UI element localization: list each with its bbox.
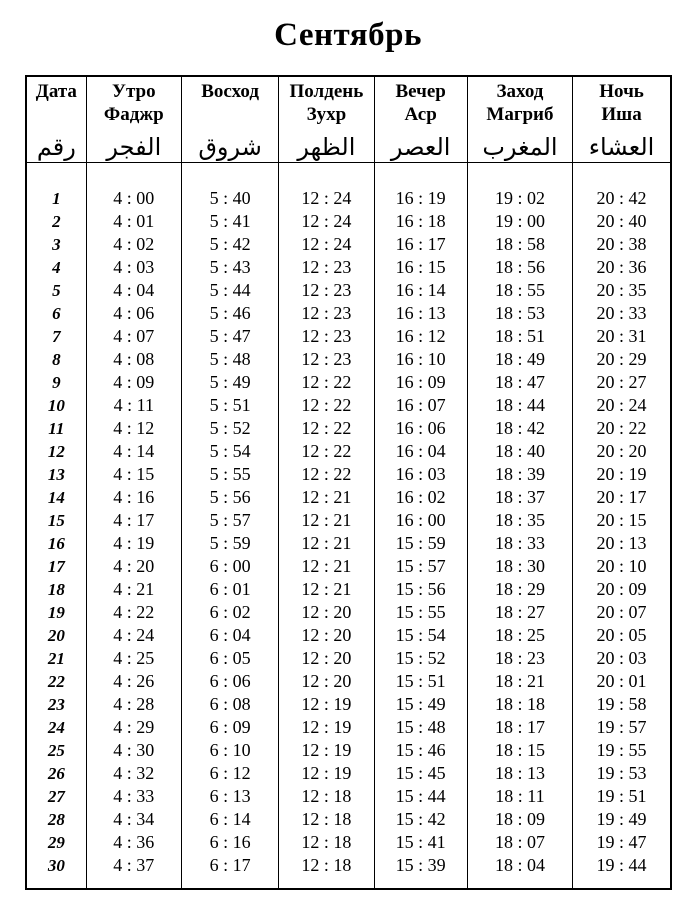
spacer-row: [26, 877, 671, 889]
time-cell: 20 : 31: [573, 325, 671, 348]
table-row: [26, 417, 671, 440]
time-cell: 20 : 38: [573, 233, 671, 256]
spacer-cell: [181, 877, 278, 889]
time-cell: 12 : 19: [279, 716, 374, 739]
time-cell: 16 : 10: [374, 348, 467, 371]
time-cell: 16 : 06: [374, 417, 467, 440]
time-cell: 4 : 04: [86, 279, 181, 302]
time-cell: 12 : 22: [279, 371, 374, 394]
header-asr-ru1: Вечер: [395, 81, 446, 102]
time-cell: 18 : 15: [467, 739, 572, 762]
spacer-cell: [467, 877, 572, 889]
table-row: [26, 739, 671, 762]
time-cell: 12 : 24: [279, 187, 374, 210]
time-cell: 15 : 52: [374, 647, 467, 670]
table-row: [26, 394, 671, 417]
time-cell: 18 : 55: [467, 279, 572, 302]
time-cell: 20 : 22: [573, 417, 671, 440]
time-cell: 12 : 20: [279, 601, 374, 624]
time-cell: 12 : 21: [279, 532, 374, 555]
table-row: [26, 647, 671, 670]
date-cell: 28: [26, 808, 86, 831]
time-cell: 20 : 42: [573, 187, 671, 210]
time-cell: 5 : 43: [181, 256, 278, 279]
table-row: [26, 509, 671, 532]
time-cell: 6 : 06: [181, 670, 278, 693]
time-cell: 20 : 35: [573, 279, 671, 302]
time-cell: 4 : 32: [86, 762, 181, 785]
time-cell: 15 : 42: [374, 808, 467, 831]
time-cell: 4 : 07: [86, 325, 181, 348]
table-row: [26, 279, 671, 302]
table-row: [26, 785, 671, 808]
time-cell: 4 : 11: [86, 394, 181, 417]
time-cell: 6 : 02: [181, 601, 278, 624]
table-row: [26, 762, 671, 785]
header-maghrib-ar: المغرب: [482, 132, 558, 161]
header-row: [26, 76, 671, 163]
time-cell: 6 : 14: [181, 808, 278, 831]
time-cell: 12 : 22: [279, 440, 374, 463]
time-cell: 6 : 17: [181, 854, 278, 877]
time-cell: 18 : 17: [467, 716, 572, 739]
time-cell: 4 : 14: [86, 440, 181, 463]
time-cell: 12 : 18: [279, 854, 374, 877]
spacer-cell: [26, 877, 86, 889]
header-sunrise-ru: Восход: [201, 81, 259, 102]
date-cell: 20: [26, 624, 86, 647]
time-cell: 18 : 44: [467, 394, 572, 417]
spacer-row: [26, 163, 671, 188]
time-cell: 5 : 49: [181, 371, 278, 394]
time-cell: 6 : 13: [181, 785, 278, 808]
time-cell: 18 : 35: [467, 509, 572, 532]
prayer-times-table: [25, 75, 672, 890]
table-body: [26, 163, 671, 890]
table-row: [26, 256, 671, 279]
time-cell: 18 : 30: [467, 555, 572, 578]
time-cell: 5 : 55: [181, 463, 278, 486]
time-cell: 4 : 30: [86, 739, 181, 762]
spacer-cell: [86, 163, 181, 188]
header-maghrib-ru1: Заход: [496, 81, 544, 102]
spacer-cell: [573, 163, 671, 188]
time-cell: 20 : 40: [573, 210, 671, 233]
header-date-ar: رقم: [36, 132, 76, 161]
table-row: [26, 808, 671, 831]
time-cell: 15 : 45: [374, 762, 467, 785]
spacer-cell: [279, 877, 374, 889]
spacer-cell: [374, 877, 467, 889]
time-cell: 4 : 01: [86, 210, 181, 233]
header-asr-ar: العصر: [390, 132, 451, 161]
header-isha: [573, 76, 671, 163]
header-date: [26, 76, 86, 163]
time-cell: 4 : 08: [86, 348, 181, 371]
time-cell: 20 : 07: [573, 601, 671, 624]
time-cell: 12 : 19: [279, 739, 374, 762]
time-cell: 15 : 39: [374, 854, 467, 877]
time-cell: 4 : 00: [86, 187, 181, 210]
time-cell: 18 : 25: [467, 624, 572, 647]
date-cell: 14: [26, 486, 86, 509]
table-row: [26, 486, 671, 509]
time-cell: 12 : 23: [279, 348, 374, 371]
date-cell: 26: [26, 762, 86, 785]
time-cell: 4 : 20: [86, 555, 181, 578]
time-cell: 12 : 19: [279, 693, 374, 716]
time-cell: 5 : 41: [181, 210, 278, 233]
time-cell: 15 : 54: [374, 624, 467, 647]
header-maghrib-ru2: Магриб: [486, 104, 554, 126]
table-row: [26, 210, 671, 233]
time-cell: 19 : 02: [467, 187, 572, 210]
time-cell: 4 : 24: [86, 624, 181, 647]
time-cell: 19 : 57: [573, 716, 671, 739]
time-cell: 18 : 04: [467, 854, 572, 877]
date-cell: 13: [26, 463, 86, 486]
time-cell: 6 : 05: [181, 647, 278, 670]
time-cell: 12 : 18: [279, 785, 374, 808]
time-cell: 15 : 44: [374, 785, 467, 808]
header-date-ru: Дата: [35, 81, 77, 102]
date-cell: 12: [26, 440, 86, 463]
table-row: [26, 555, 671, 578]
time-cell: 20 : 29: [573, 348, 671, 371]
time-cell: 16 : 17: [374, 233, 467, 256]
time-cell: 12 : 21: [279, 509, 374, 532]
time-cell: 4 : 37: [86, 854, 181, 877]
time-cell: 12 : 19: [279, 762, 374, 785]
table-row: [26, 325, 671, 348]
time-cell: 18 : 11: [467, 785, 572, 808]
table-row: [26, 693, 671, 716]
date-cell: 18: [26, 578, 86, 601]
header-isha-ar: العشاء: [588, 132, 655, 161]
time-cell: 5 : 46: [181, 302, 278, 325]
time-cell: 4 : 36: [86, 831, 181, 854]
time-cell: 20 : 15: [573, 509, 671, 532]
table-row: [26, 348, 671, 371]
time-cell: 18 : 27: [467, 601, 572, 624]
time-cell: 12 : 22: [279, 417, 374, 440]
date-cell: 1: [26, 187, 86, 210]
time-cell: 6 : 16: [181, 831, 278, 854]
time-cell: 19 : 44: [573, 854, 671, 877]
header-fajr-ru1: Утро: [112, 81, 156, 102]
time-cell: 4 : 17: [86, 509, 181, 532]
date-cell: 4: [26, 256, 86, 279]
time-cell: 4 : 21: [86, 578, 181, 601]
date-cell: 21: [26, 647, 86, 670]
time-cell: 6 : 08: [181, 693, 278, 716]
time-cell: 18 : 56: [467, 256, 572, 279]
spacer-cell: [26, 163, 86, 188]
date-cell: 30: [26, 854, 86, 877]
time-cell: 20 : 36: [573, 256, 671, 279]
time-cell: 4 : 28: [86, 693, 181, 716]
time-cell: 16 : 13: [374, 302, 467, 325]
date-cell: 24: [26, 716, 86, 739]
table-row: [26, 831, 671, 854]
time-cell: 18 : 29: [467, 578, 572, 601]
date-cell: 22: [26, 670, 86, 693]
spacer-cell: [86, 877, 181, 889]
time-cell: 12 : 21: [279, 555, 374, 578]
time-cell: 18 : 47: [467, 371, 572, 394]
time-cell: 19 : 49: [573, 808, 671, 831]
header-fajr: [86, 76, 181, 163]
time-cell: 20 : 10: [573, 555, 671, 578]
time-cell: 12 : 20: [279, 647, 374, 670]
time-cell: 12 : 24: [279, 233, 374, 256]
time-cell: 4 : 03: [86, 256, 181, 279]
time-cell: 5 : 54: [181, 440, 278, 463]
header-isha-ru2: Иша: [601, 104, 642, 126]
time-cell: 12 : 20: [279, 670, 374, 693]
time-cell: 6 : 12: [181, 762, 278, 785]
time-cell: 6 : 09: [181, 716, 278, 739]
date-cell: 9: [26, 371, 86, 394]
time-cell: 4 : 09: [86, 371, 181, 394]
date-cell: 3: [26, 233, 86, 256]
time-cell: 6 : 04: [181, 624, 278, 647]
date-cell: 5: [26, 279, 86, 302]
spacer-cell: [573, 877, 671, 889]
time-cell: 12 : 21: [279, 578, 374, 601]
date-cell: 25: [26, 739, 86, 762]
time-cell: 5 : 51: [181, 394, 278, 417]
time-cell: 16 : 19: [374, 187, 467, 210]
time-cell: 15 : 46: [374, 739, 467, 762]
time-cell: 5 : 44: [181, 279, 278, 302]
time-cell: 4 : 06: [86, 302, 181, 325]
time-cell: 19 : 51: [573, 785, 671, 808]
time-cell: 19 : 55: [573, 739, 671, 762]
table-header: [26, 76, 671, 163]
header-dhuhr: [279, 76, 374, 163]
time-cell: 18 : 21: [467, 670, 572, 693]
time-cell: 16 : 09: [374, 371, 467, 394]
time-cell: 5 : 40: [181, 187, 278, 210]
table-row: [26, 371, 671, 394]
time-cell: 19 : 47: [573, 831, 671, 854]
time-cell: 4 : 19: [86, 532, 181, 555]
time-cell: 4 : 33: [86, 785, 181, 808]
time-cell: 19 : 00: [467, 210, 572, 233]
header-dhuhr-ru2: Зухр: [306, 104, 347, 126]
time-cell: 20 : 05: [573, 624, 671, 647]
time-cell: 20 : 20: [573, 440, 671, 463]
table-row: [26, 187, 671, 210]
header-maghrib: [467, 76, 572, 163]
time-cell: 15 : 59: [374, 532, 467, 555]
time-cell: 12 : 23: [279, 256, 374, 279]
date-cell: 16: [26, 532, 86, 555]
time-cell: 18 : 39: [467, 463, 572, 486]
header-sunrise-ar: شروق: [198, 132, 262, 161]
date-cell: 19: [26, 601, 86, 624]
time-cell: 19 : 58: [573, 693, 671, 716]
date-cell: 29: [26, 831, 86, 854]
time-cell: 5 : 52: [181, 417, 278, 440]
time-cell: 20 : 27: [573, 371, 671, 394]
table-row: [26, 854, 671, 877]
time-cell: 12 : 22: [279, 463, 374, 486]
date-cell: 23: [26, 693, 86, 716]
header-dhuhr-ar: الظهر: [297, 132, 356, 161]
time-cell: 16 : 18: [374, 210, 467, 233]
time-cell: 12 : 23: [279, 325, 374, 348]
time-cell: 16 : 14: [374, 279, 467, 302]
table-row: [26, 532, 671, 555]
time-cell: 16 : 04: [374, 440, 467, 463]
time-cell: 18 : 51: [467, 325, 572, 348]
time-cell: 18 : 40: [467, 440, 572, 463]
time-cell: 12 : 24: [279, 210, 374, 233]
time-cell: 6 : 10: [181, 739, 278, 762]
time-cell: 5 : 57: [181, 509, 278, 532]
time-cell: 20 : 33: [573, 302, 671, 325]
time-cell: 20 : 19: [573, 463, 671, 486]
date-cell: 7: [26, 325, 86, 348]
time-cell: 16 : 07: [374, 394, 467, 417]
time-cell: 5 : 42: [181, 233, 278, 256]
time-cell: 4 : 34: [86, 808, 181, 831]
header-isha-ru1: Ночь: [599, 81, 644, 102]
time-cell: 5 : 47: [181, 325, 278, 348]
date-cell: 11: [26, 417, 86, 440]
table-row: [26, 302, 671, 325]
time-cell: 18 : 58: [467, 233, 572, 256]
header-fajr-ru2: Фаджр: [103, 104, 164, 126]
time-cell: 16 : 15: [374, 256, 467, 279]
time-cell: 4 : 25: [86, 647, 181, 670]
date-cell: 17: [26, 555, 86, 578]
time-cell: 20 : 17: [573, 486, 671, 509]
time-cell: 12 : 21: [279, 486, 374, 509]
table-row: [26, 463, 671, 486]
spacer-cell: [467, 163, 572, 188]
time-cell: 18 : 33: [467, 532, 572, 555]
header-asr: [374, 76, 467, 163]
time-cell: 4 : 29: [86, 716, 181, 739]
table-row: [26, 233, 671, 256]
time-cell: 12 : 18: [279, 808, 374, 831]
time-cell: 18 : 13: [467, 762, 572, 785]
time-cell: 4 : 02: [86, 233, 181, 256]
time-cell: 18 : 07: [467, 831, 572, 854]
time-cell: 12 : 22: [279, 394, 374, 417]
time-cell: 6 : 01: [181, 578, 278, 601]
time-cell: 18 : 49: [467, 348, 572, 371]
date-cell: 8: [26, 348, 86, 371]
time-cell: 16 : 02: [374, 486, 467, 509]
time-cell: 18 : 53: [467, 302, 572, 325]
header-asr-ru2: Аср: [404, 104, 437, 126]
time-cell: 12 : 20: [279, 624, 374, 647]
date-cell: 15: [26, 509, 86, 532]
date-cell: 10: [26, 394, 86, 417]
date-cell: 6: [26, 302, 86, 325]
time-cell: 16 : 12: [374, 325, 467, 348]
time-cell: 4 : 16: [86, 486, 181, 509]
time-cell: 15 : 49: [374, 693, 467, 716]
time-cell: 20 : 24: [573, 394, 671, 417]
time-cell: 15 : 51: [374, 670, 467, 693]
date-cell: 2: [26, 210, 86, 233]
time-cell: 4 : 15: [86, 463, 181, 486]
time-cell: 5 : 48: [181, 348, 278, 371]
table-row: [26, 601, 671, 624]
time-cell: 15 : 56: [374, 578, 467, 601]
time-cell: 20 : 03: [573, 647, 671, 670]
time-cell: 4 : 12: [86, 417, 181, 440]
table-row: [26, 578, 671, 601]
time-cell: 12 : 18: [279, 831, 374, 854]
header-sunrise: [181, 76, 278, 163]
table-row: [26, 716, 671, 739]
time-cell: 15 : 48: [374, 716, 467, 739]
time-cell: 15 : 57: [374, 555, 467, 578]
time-cell: 20 : 09: [573, 578, 671, 601]
header-fajr-ar: الفجر: [106, 132, 162, 161]
table-row: [26, 670, 671, 693]
spacer-cell: [181, 163, 278, 188]
time-cell: 5 : 56: [181, 486, 278, 509]
date-cell: 27: [26, 785, 86, 808]
time-cell: 4 : 26: [86, 670, 181, 693]
time-cell: 20 : 13: [573, 532, 671, 555]
time-cell: 18 : 09: [467, 808, 572, 831]
time-cell: 4 : 22: [86, 601, 181, 624]
table-row: [26, 624, 671, 647]
time-cell: 18 : 42: [467, 417, 572, 440]
spacer-cell: [279, 163, 374, 188]
time-cell: 15 : 41: [374, 831, 467, 854]
time-cell: 16 : 03: [374, 463, 467, 486]
time-cell: 12 : 23: [279, 279, 374, 302]
time-cell: 18 : 18: [467, 693, 572, 716]
time-cell: 19 : 53: [573, 762, 671, 785]
time-cell: 18 : 23: [467, 647, 572, 670]
time-cell: 6 : 00: [181, 555, 278, 578]
table-row: [26, 440, 671, 463]
time-cell: 18 : 37: [467, 486, 572, 509]
time-cell: 12 : 23: [279, 302, 374, 325]
time-cell: 20 : 01: [573, 670, 671, 693]
page-title: Сентябрь: [274, 17, 422, 53]
time-cell: 16 : 00: [374, 509, 467, 532]
header-dhuhr-ru1: Полдень: [289, 81, 364, 102]
time-cell: 15 : 55: [374, 601, 467, 624]
spacer-cell: [374, 163, 467, 188]
time-cell: 5 : 59: [181, 532, 278, 555]
